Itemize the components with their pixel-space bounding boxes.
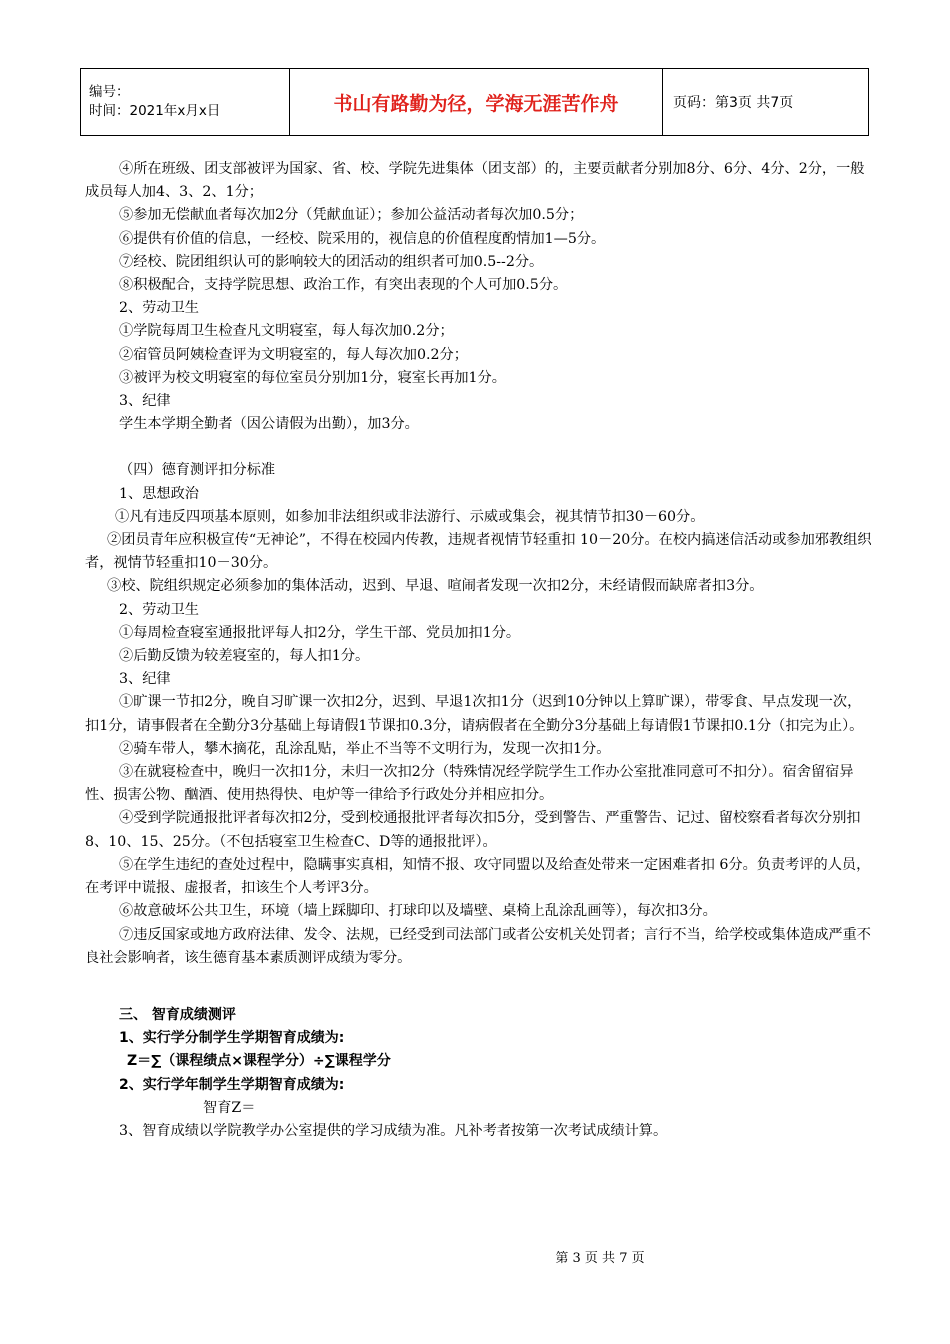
section-heading: 3、纪律 (119, 671, 171, 688)
paragraph: ③被评为校文明寝室的每位室员分别加1分，寝室长再加1分。 (119, 369, 506, 386)
paragraph: 3、智育成绩以学院教学办公室提供的学习成绩为准。凡补考者按第一次考试成绩计算。 (119, 1122, 668, 1139)
header-meta (81, 69, 290, 136)
header-page: 页码：第3页 共7页 (663, 69, 869, 136)
section-heading: 3、纪律 (119, 393, 171, 410)
section-heading: 1、思想政治 (119, 485, 199, 502)
document-header (80, 68, 869, 136)
page-footer: 第 3 页 共 7 页 (555, 1251, 645, 1266)
paragraph: ⑤在学生违纪的查处过程中，隐瞒事实真相，知情不报、攻守同盟以及给查处带来一定困难者扣 6分。负责考评的人员，在考评中谎报、虚报者，扣该生个人考评3分。 (85, 856, 871, 897)
section-heading: 2、劳动卫生 (119, 300, 199, 317)
paragraph: ②团员青年应积极宣传“无神论”，不得在校园内传教，违规者视情节轻重扣 10－20分。在校内搞迷信活动或参加邪教组织者，视情节轻重扣10－30分。 (85, 532, 872, 572)
paragraph: 学生本学期全勤者（因公请假为出勤），加3分。 (119, 416, 419, 433)
paragraph: ②骑车带人，攀木摘花，乱涂乱贴，举止不当等不文明行为，发现一次扣1分。 (119, 740, 611, 757)
paragraph: ①每周检查寝室通报批评每人扣2分，学生干部、党员加扣1分。 (119, 624, 521, 641)
subsection-heading: 1、实行学分制学生学期智育成绩为: (119, 1030, 345, 1047)
header-motto: 书山有路勤为径，学海无涯苦作舟 (290, 69, 663, 136)
paragraph: ⑦违反国家或地方政府法律、发令、法规，已经受到司法部门或者公安机关处罚者；言行不当，给学校或集体造成严重不良社会影响者，该生德育基本素质测评成绩为零分。 (85, 926, 871, 966)
paragraph: ③校、院组织规定必须参加的集体活动，迟到、早退、喧闹者发现一次扣2分，未经请假而缺席者扣3分。 (107, 578, 764, 595)
paragraph: ①学院每周卫生检查凡文明寝室，每人每次加0.2分； (119, 323, 454, 340)
paragraph: ⑦经校、院团组织认可的影响较大的团活动的组织者可加0.5--2分。 (119, 253, 544, 270)
paragraph: ③在就寝检查中，晚归一次扣1分，未归一次扣2分（特殊情况经学院学生工作办公室批准同意可不扣分）。宿舍留宿异性、损害公物、酗酒、使用热得快、电炉等一律给予行政处分并相应扣分。 (85, 764, 854, 804)
header-time: 时间：2021年x月x日 (89, 103, 221, 119)
paragraph: ①旷课一节扣2分，晚自习旷课一次扣2分，迟到、早退1次扣1分（迟到10分钟以上算旷课），带零食、早点发现一次，扣1分，请事假者在全勤分3分基础上每请假1节课扣0.3分，请病假者在全勤分3分基础上每请假1节课扣0.1分（扣完为止）。 (85, 694, 864, 734)
paragraph: ②后勤反馈为较差寝室的，每人扣1分。 (119, 648, 370, 665)
paragraph: ②宿管员阿姨检查评为文明寝室的，每人每次加0.2分； (119, 346, 468, 363)
header-number: 编号： (89, 84, 130, 100)
paragraph: ⑤参加无偿献血者每次加2分（凭献血证）；参加公益活动者每次加0.5分； (119, 207, 584, 224)
paragraph: ①凡有违反四项基本原则，如参加非法组织或非法游行、示威或集会，视其情节扣30－60分。 (115, 508, 705, 525)
section-heading: （四）德育测评扣分标准 (119, 462, 276, 479)
paragraph: ④所在班级、团支部被评为国家、省、校、学院先进集体（团支部）的，主要贡献者分别加8分、6分、4分、2分，一般成员每人加4、3、2、1分； (85, 161, 865, 201)
section-heading: 三、 智育成绩测评 (119, 1006, 236, 1023)
formula: Z＝∑（课程绩点×课程学分）÷∑课程学分 (127, 1053, 391, 1070)
paragraph: ⑥故意破坏公共卫生，环境（墙上踩脚印、打球印以及墙壁、桌椅上乱涂乱画等），每次扣3分。 (119, 903, 717, 920)
subsection-heading: 2、实行学年制学生学期智育成绩为: (119, 1076, 345, 1093)
paragraph: ⑥提供有价值的信息，一经校、院采用的，视信息的价值程度酌情加1—5分。 (119, 230, 606, 247)
formula: 智育Z＝ (203, 1099, 256, 1116)
section-heading: 2、劳动卫生 (119, 601, 199, 618)
document-body (85, 158, 875, 1143)
paragraph: ⑧积极配合，支持学院思想、政治工作，有突出表现的个人可加0.5分。 (119, 277, 568, 294)
paragraph: ④受到学院通报批评者每次扣2分，受到校通报批评者每次扣5分，受到警告、严重警告、记过、留校察看者每次分别扣8、10、15、25分。（不包括寝室卫生检查C、D等的通报批评）。 (85, 810, 861, 850)
